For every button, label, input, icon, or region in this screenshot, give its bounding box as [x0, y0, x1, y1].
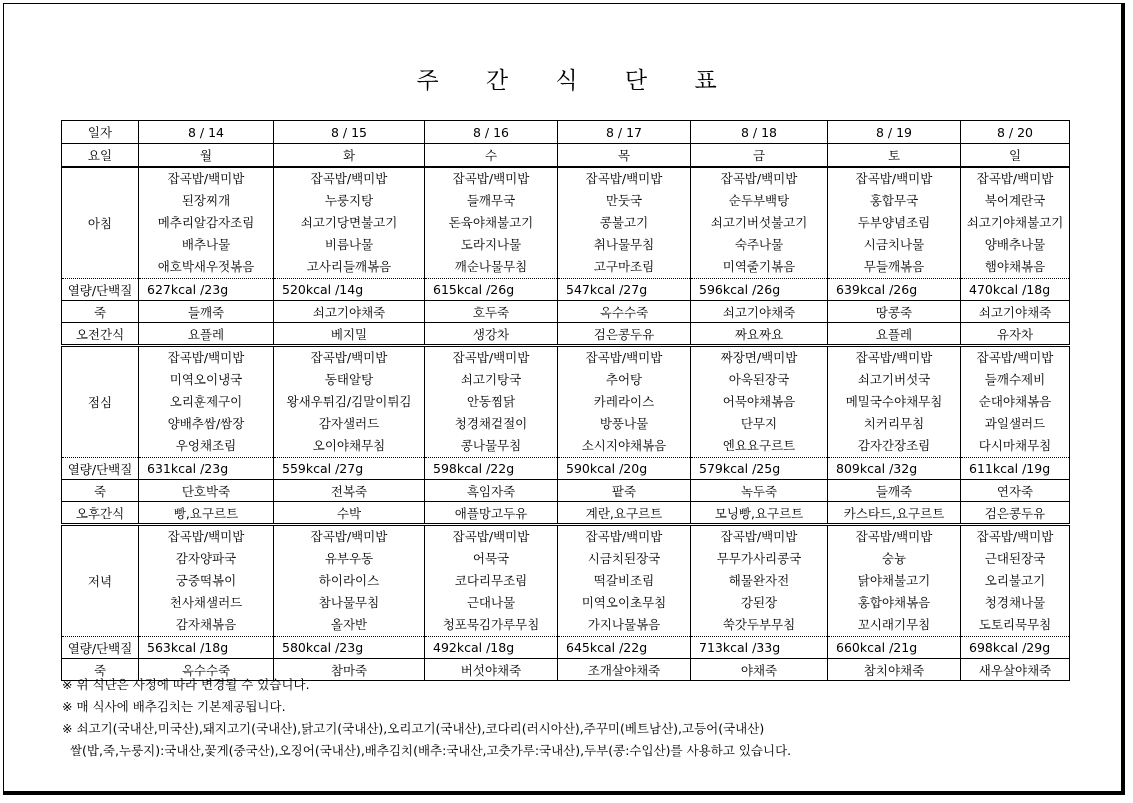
- pm-snack-label: 오후간식: [62, 502, 139, 525]
- breakfast-porridge-cell: 옥수수죽: [558, 301, 691, 323]
- notes: [62, 674, 791, 762]
- dinner-kcal-cell: 713kcal /33g: [691, 637, 828, 659]
- lunch-dish: 추어탕: [558, 369, 691, 391]
- lunch-dish: 감자간장조림: [828, 435, 961, 458]
- dinner-dish: 가지나물볶음: [558, 614, 691, 637]
- breakfast-dish: 무들깨볶음: [828, 256, 961, 279]
- lunch-dish: 방풍나물: [558, 413, 691, 435]
- lunch-kcal-cell: 590kcal /20g: [558, 458, 691, 480]
- lunch-dish: 소시지야채볶음: [558, 435, 691, 458]
- note-origin-meat: ※ 쇠고기(국내산,미국산),돼지고기(국내산),닭고기(국내산),오리고기(국내산),코다리(러시아산),주꾸미(베트남산),고등어(국내산): [62, 721, 765, 736]
- lunch-kcal-cell: 631kcal /23g: [139, 458, 274, 480]
- dinner-kcal-cell: 563kcal /18g: [139, 637, 274, 659]
- dinner-label: 저녁: [62, 525, 139, 637]
- lunch-dish: 잡곡밥/백미밥: [961, 346, 1070, 370]
- breakfast-kcal-cell: 520kcal /14g: [274, 279, 425, 301]
- am-snack-row: [62, 323, 1070, 346]
- dinner-dish: 올자반: [274, 614, 425, 637]
- breakfast-dish: 취나물무침: [558, 234, 691, 256]
- pm-snack-cell: 애플망고두유: [425, 502, 558, 525]
- lunch-dish: 잡곡밥/백미밥: [558, 346, 691, 370]
- dinner-kcal-cell: 492kcal /18g: [425, 637, 558, 659]
- am-snack-cell: 유자차: [961, 323, 1070, 346]
- breakfast-dish: 쇠고기야채불고기: [961, 212, 1070, 234]
- breakfast-dish: 잡곡밥/백미밥: [558, 167, 691, 190]
- day-of-week-row: [62, 144, 1070, 168]
- page-title: 주 간 식 단 표: [416, 68, 737, 94]
- breakfast-dish: 고구마조림: [558, 256, 691, 279]
- breakfast-porridge-cell: 쇠고기야채죽: [274, 301, 425, 323]
- dinner-kcal-cell: 645kcal /22g: [558, 637, 691, 659]
- breakfast-dish: 만둣국: [558, 190, 691, 212]
- breakfast-dish: 쇠고기버섯불고기: [691, 212, 828, 234]
- dinner-porridge-cell: 버섯야채죽: [425, 659, 558, 681]
- lunch-dish: 양배추쌈/쌈장: [139, 413, 274, 435]
- note-origin-other: 쌀(밥,죽,누룽지):국내산,꽃게(중국산),오징어(국내산),배추김치(배추:국내산,고춧가루:국내산),두부(콩:수입산)를 사용하고 있습니다.: [62, 743, 792, 758]
- lunch-porridge-cell: 팥죽: [558, 480, 691, 502]
- breakfast-dish: 잡곡밥/백미밥: [274, 167, 425, 190]
- date-label: 일자: [62, 121, 139, 144]
- breakfast-dish: 된장찌개: [139, 190, 274, 212]
- dinner-dish: 강된장: [691, 592, 828, 614]
- dinner-porridge-cell: 옥수수죽: [139, 659, 274, 681]
- lunch-porridge-label: 죽: [62, 480, 139, 502]
- lunch-dish: 콩나물무침: [425, 435, 558, 458]
- breakfast-dish: 돈육야채불고기: [425, 212, 558, 234]
- breakfast-dish: 잡곡밥/백미밥: [425, 167, 558, 190]
- dinner-dish: 근대나물: [425, 592, 558, 614]
- dinner-dish: 무무가사리콩국: [691, 548, 828, 570]
- dinner-dish: 근대된장국: [961, 548, 1070, 570]
- lunch-label: 점심: [62, 346, 139, 458]
- breakfast-kcal-cell: 615kcal /26g: [425, 279, 558, 301]
- am-snack-cell: 생강차: [425, 323, 558, 346]
- dinner-dish: 잡곡밥/백미밥: [558, 525, 691, 549]
- breakfast-dish: 시금치나물: [828, 234, 961, 256]
- lunch-row: [62, 435, 1070, 458]
- dinner-porridge-cell: 참마죽: [274, 659, 425, 681]
- breakfast-row: [62, 234, 1070, 256]
- pm-snack-cell: 수박: [274, 502, 425, 525]
- breakfast-dish: 들깨무국: [425, 190, 558, 212]
- dinner-dish: 쑥갓두부무침: [691, 614, 828, 637]
- breakfast-row: [62, 256, 1070, 279]
- breakfast-porridge-cell: 들깨죽: [139, 301, 274, 323]
- lunch-dish: 엔요요구르트: [691, 435, 828, 458]
- dinner-porridge-cell: 조개살야채죽: [558, 659, 691, 681]
- lunch-dish: 아욱된장국: [691, 369, 828, 391]
- dinner-row: [62, 570, 1070, 592]
- lunch-porridge-cell: 전복죽: [274, 480, 425, 502]
- date-cell: 8 / 14: [139, 121, 274, 144]
- dinner-kcal-label: 열량/단백질: [62, 637, 139, 659]
- dinner-dish: 감자채볶음: [139, 614, 274, 637]
- lunch-kcal-cell: 559kcal /27g: [274, 458, 425, 480]
- dinner-dish: 잡곡밥/백미밥: [961, 525, 1070, 549]
- dinner-dish: 참나물무침: [274, 592, 425, 614]
- day-of-week-cell: 토: [828, 144, 961, 168]
- breakfast-kcal-cell: 639kcal /26g: [828, 279, 961, 301]
- breakfast-label: 아침: [62, 167, 139, 279]
- lunch-dish: 쇠고기버섯국: [828, 369, 961, 391]
- breakfast-dish: 잡곡밥/백미밥: [828, 167, 961, 190]
- dinner-dish: 해물완자전: [691, 570, 828, 592]
- breakfast-dish: 깨순나물무침: [425, 256, 558, 279]
- dinner-dish: 오리불고기: [961, 570, 1070, 592]
- pm-snack-cell: 카스타드,요구르트: [828, 502, 961, 525]
- weekly-menu-table: [61, 120, 1070, 681]
- day-of-week-cell: 금: [691, 144, 828, 168]
- dinner-dish: 하이라이스: [274, 570, 425, 592]
- dinner-dish: 어묵국: [425, 548, 558, 570]
- dinner-dish: 시금치된장국: [558, 548, 691, 570]
- note-change: ※ 위 식단은 사정에 따라 변경될 수 있습니다.: [62, 677, 310, 692]
- dinner-row: [62, 548, 1070, 570]
- pm-snack-cell: 검은콩두유: [961, 502, 1070, 525]
- am-snack-cell: 요플레: [828, 323, 961, 346]
- date-row: [62, 121, 1070, 144]
- breakfast-porridge-label: 죽: [62, 301, 139, 323]
- breakfast-kcal-cell: 596kcal /26g: [691, 279, 828, 301]
- lunch-dish: 왕새우튀김/김말이튀김: [274, 391, 425, 413]
- note-kimchi: ※ 매 식사에 배추김치는 기본제공됩니다.: [62, 699, 286, 714]
- lunch-porridge-cell: 연자죽: [961, 480, 1070, 502]
- breakfast-dish: 햄야채볶음: [961, 256, 1070, 279]
- lunch-kcal-cell: 809kcal /32g: [828, 458, 961, 480]
- lunch-porridge-cell: 흑임자죽: [425, 480, 558, 502]
- lunch-dish: 쇠고기탕국: [425, 369, 558, 391]
- breakfast-dish: 배추나물: [139, 234, 274, 256]
- breakfast-porridge-cell: 호두죽: [425, 301, 558, 323]
- breakfast-porridge-cell: 땅콩죽: [828, 301, 961, 323]
- dinner-dish: 숭늉: [828, 548, 961, 570]
- lunch-dish: 미역오이냉국: [139, 369, 274, 391]
- dinner-row: [62, 525, 1070, 549]
- dinner-dish: 궁중떡볶이: [139, 570, 274, 592]
- day-of-week-cell: 월: [139, 144, 274, 168]
- lunch-dish: 잡곡밥/백미밥: [274, 346, 425, 370]
- breakfast-dish: 쇠고기당면불고기: [274, 212, 425, 234]
- date-cell: 8 / 17: [558, 121, 691, 144]
- dinner-kcal-cell: 580kcal /23g: [274, 637, 425, 659]
- lunch-porridge-cell: 단호박죽: [139, 480, 274, 502]
- lunch-dish: 잡곡밥/백미밥: [139, 346, 274, 370]
- dinner-dish: 잡곡밥/백미밥: [274, 525, 425, 549]
- am-snack-label: 오전간식: [62, 323, 139, 346]
- date-cell: 8 / 18: [691, 121, 828, 144]
- dinner-dish: 도토리묵무침: [961, 614, 1070, 637]
- breakfast-dish: 북어계란국: [961, 190, 1070, 212]
- lunch-row: [62, 413, 1070, 435]
- dinner-row: [62, 592, 1070, 614]
- lunch-dish: 메밀국수야채무침: [828, 391, 961, 413]
- lunch-dish: 잡곡밥/백미밥: [828, 346, 961, 370]
- day-of-week-cell: 목: [558, 144, 691, 168]
- dinner-dish: 유부우동: [274, 548, 425, 570]
- day-of-week-cell: 일: [961, 144, 1070, 168]
- lunch-dish: 안동찜닭: [425, 391, 558, 413]
- pm-snack-row: [62, 502, 1070, 525]
- breakfast-dish: 누룽지탕: [274, 190, 425, 212]
- lunch-dish: 동태알탕: [274, 369, 425, 391]
- breakfast-dish: 도라지나물: [425, 234, 558, 256]
- breakfast-dish: 순두부백탕: [691, 190, 828, 212]
- day-of-week-cell: 화: [274, 144, 425, 168]
- breakfast-dish: 메추리알감자조림: [139, 212, 274, 234]
- pm-snack-cell: 모닝빵,요구르트: [691, 502, 828, 525]
- date-cell: 8 / 19: [828, 121, 961, 144]
- lunch-dish: 오이야채무침: [274, 435, 425, 458]
- lunch-dish: 우엉채조림: [139, 435, 274, 458]
- dinner-dish: 감자양파국: [139, 548, 274, 570]
- breakfast-dish: 숙주나물: [691, 234, 828, 256]
- dinner-dish: 홍합야채볶음: [828, 592, 961, 614]
- breakfast-kcal-row: [62, 279, 1070, 301]
- breakfast-kcal-cell: 547kcal /27g: [558, 279, 691, 301]
- lunch-dish: 단무지: [691, 413, 828, 435]
- pm-snack-cell: 계란,요구르트: [558, 502, 691, 525]
- lunch-dish: 어묵야채볶음: [691, 391, 828, 413]
- breakfast-dish: 비름나물: [274, 234, 425, 256]
- dinner-dish: 잡곡밥/백미밥: [425, 525, 558, 549]
- dinner-dish: 잡곡밥/백미밥: [828, 525, 961, 549]
- lunch-kcal-cell: 598kcal /22g: [425, 458, 558, 480]
- dinner-row: [62, 614, 1070, 637]
- breakfast-porridge-cell: 쇠고기야채죽: [961, 301, 1070, 323]
- dinner-dish: 청경채나물: [961, 592, 1070, 614]
- breakfast-kcal-label: 열량/단백질: [62, 279, 139, 301]
- lunch-porridge-row: [62, 480, 1070, 502]
- breakfast-kcal-cell: 470kcal /18g: [961, 279, 1070, 301]
- dinner-dish: 닭야채불고기: [828, 570, 961, 592]
- breakfast-kcal-cell: 627kcal /23g: [139, 279, 274, 301]
- lunch-dish: 잡곡밥/백미밥: [425, 346, 558, 370]
- lunch-dish: 짜장면/백미밥: [691, 346, 828, 370]
- am-snack-cell: 검은콩두유: [558, 323, 691, 346]
- dinner-dish: 떡갈비조림: [558, 570, 691, 592]
- breakfast-dish: 두부양념조림: [828, 212, 961, 234]
- dinner-kcal-row: [62, 637, 1070, 659]
- breakfast-dish: 애호박새우젓볶음: [139, 256, 274, 279]
- dinner-dish: 천사채샐러드: [139, 592, 274, 614]
- day-of-week-cell: 수: [425, 144, 558, 168]
- breakfast-dish: 콩불고기: [558, 212, 691, 234]
- lunch-kcal-cell: 611kcal /19g: [961, 458, 1070, 480]
- dinner-dish: 꼬시래기무침: [828, 614, 961, 637]
- lunch-dish: 카레라이스: [558, 391, 691, 413]
- lunch-porridge-cell: 들깨죽: [828, 480, 961, 502]
- am-snack-cell: 짜요짜요: [691, 323, 828, 346]
- breakfast-dish: 홍합무국: [828, 190, 961, 212]
- lunch-dish: 과일샐러드: [961, 413, 1070, 435]
- breakfast-dish: 잡곡밥/백미밥: [961, 167, 1070, 190]
- breakfast-dish: 잡곡밥/백미밥: [139, 167, 274, 190]
- lunch-row: [62, 369, 1070, 391]
- dinner-porridge-cell: 새우살야채죽: [961, 659, 1070, 681]
- day-of-week-label: 요일: [62, 144, 139, 168]
- dinner-dish: 코다리무조림: [425, 570, 558, 592]
- breakfast-row: [62, 190, 1070, 212]
- am-snack-cell: 베지밀: [274, 323, 425, 346]
- dinner-dish: 잡곡밥/백미밥: [139, 525, 274, 549]
- breakfast-dish: 고사리들깨볶음: [274, 256, 425, 279]
- date-cell: 8 / 15: [274, 121, 425, 144]
- dinner-porridge-cell: 야채죽: [691, 659, 828, 681]
- lunch-porridge-cell: 녹두죽: [691, 480, 828, 502]
- breakfast-row: [62, 167, 1070, 190]
- date-cell: 8 / 16: [425, 121, 558, 144]
- dinner-dish: 잡곡밥/백미밥: [691, 525, 828, 549]
- dinner-dish: 청포묵김가루무침: [425, 614, 558, 637]
- breakfast-porridge-row: [62, 301, 1070, 323]
- lunch-dish: 감자샐러드: [274, 413, 425, 435]
- pm-snack-cell: 빵,요구르트: [139, 502, 274, 525]
- dinner-kcal-cell: 698kcal /29g: [961, 637, 1070, 659]
- breakfast-porridge-cell: 쇠고기야채죽: [691, 301, 828, 323]
- lunch-dish: 오리훈제구이: [139, 391, 274, 413]
- lunch-dish: 순대야채볶음: [961, 391, 1070, 413]
- lunch-kcal-row: [62, 458, 1070, 480]
- dinner-kcal-cell: 660kcal /21g: [828, 637, 961, 659]
- dinner-porridge-label: 죽: [62, 659, 139, 681]
- breakfast-dish: 미역줄기볶음: [691, 256, 828, 279]
- lunch-dish: 다시마채무침: [961, 435, 1070, 458]
- lunch-kcal-cell: 579kcal /25g: [691, 458, 828, 480]
- breakfast-row: [62, 212, 1070, 234]
- lunch-dish: 치커리무침: [828, 413, 961, 435]
- lunch-dish: 들깨수제비: [961, 369, 1070, 391]
- lunch-row: [62, 346, 1070, 370]
- dinner-porridge-cell: 참치야채죽: [828, 659, 961, 681]
- breakfast-dish: 잡곡밥/백미밥: [691, 167, 828, 190]
- lunch-kcal-label: 열량/단백질: [62, 458, 139, 480]
- am-snack-cell: 요플레: [139, 323, 274, 346]
- dinner-dish: 미역오이초무침: [558, 592, 691, 614]
- lunch-dish: 청경채겉절이: [425, 413, 558, 435]
- breakfast-dish: 양배추나물: [961, 234, 1070, 256]
- date-cell: 8 / 20: [961, 121, 1070, 144]
- lunch-row: [62, 391, 1070, 413]
